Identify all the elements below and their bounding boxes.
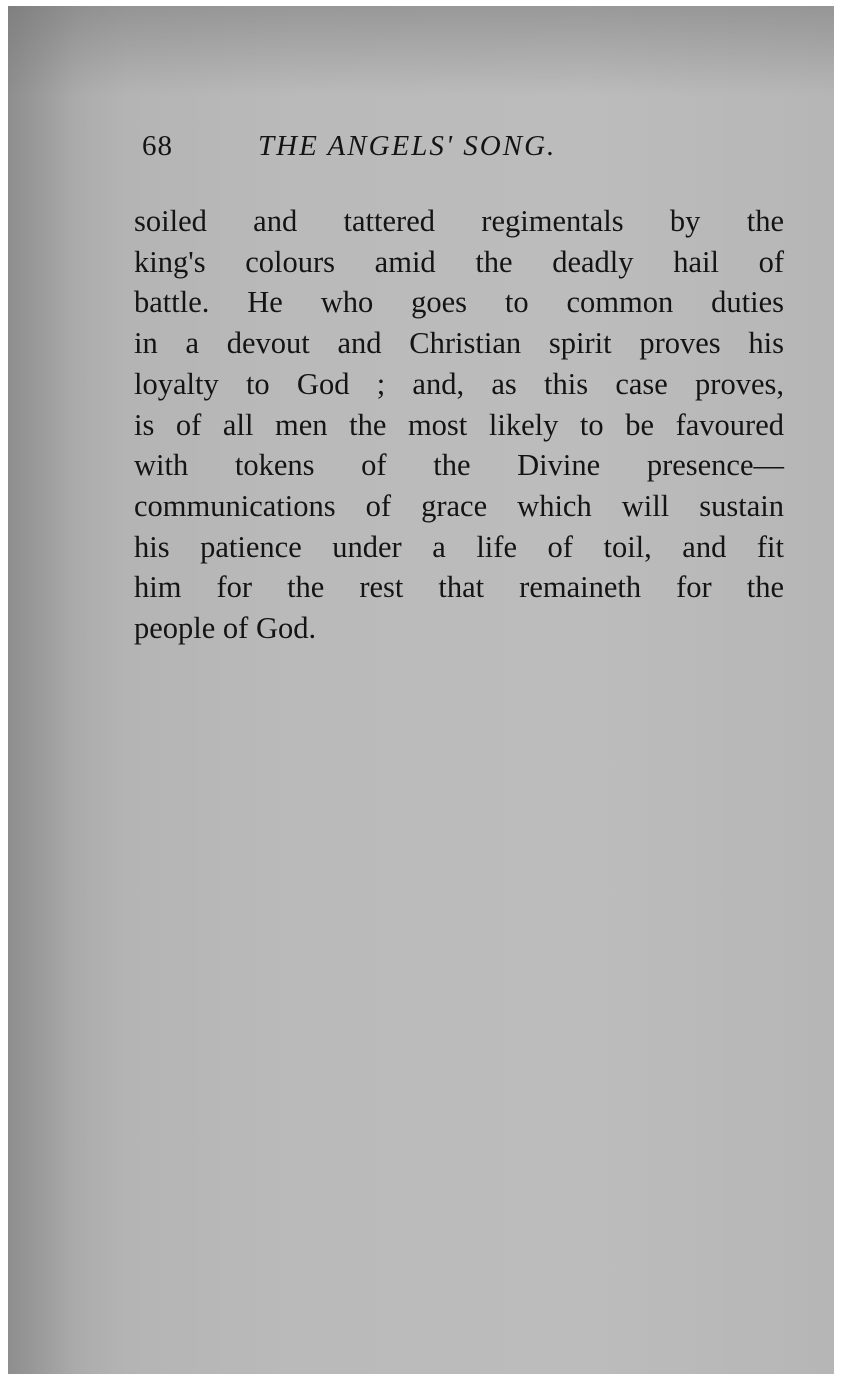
page-number: 68 [142, 130, 173, 162]
running-head [142, 130, 782, 170]
text-line: in a devout and Christian spirit proves his [134, 326, 784, 361]
text-line: king's colours amid the deadly hail of [134, 244, 784, 279]
text-line: battle. He who goes to common duties [134, 285, 784, 320]
text-line: communications of grace which will sustain [134, 488, 784, 523]
body-paragraph [134, 201, 784, 649]
text-line: people of God. [134, 611, 317, 646]
text-line: is of all men the most likely to be favoured [134, 407, 784, 442]
running-title: THE ANGELS' SONG. [258, 130, 557, 162]
text-line: loyalty to God ; and, as this case proves, [134, 366, 784, 401]
text-line: his patience under a life of toil, and fit [134, 529, 784, 564]
text-line: with tokens of the Divine presence— [134, 448, 784, 483]
text-line: him for the rest that remaineth for the [134, 570, 784, 605]
text-line: soiled and tattered regimentals by the [134, 204, 784, 238]
book-page [8, 6, 834, 1374]
